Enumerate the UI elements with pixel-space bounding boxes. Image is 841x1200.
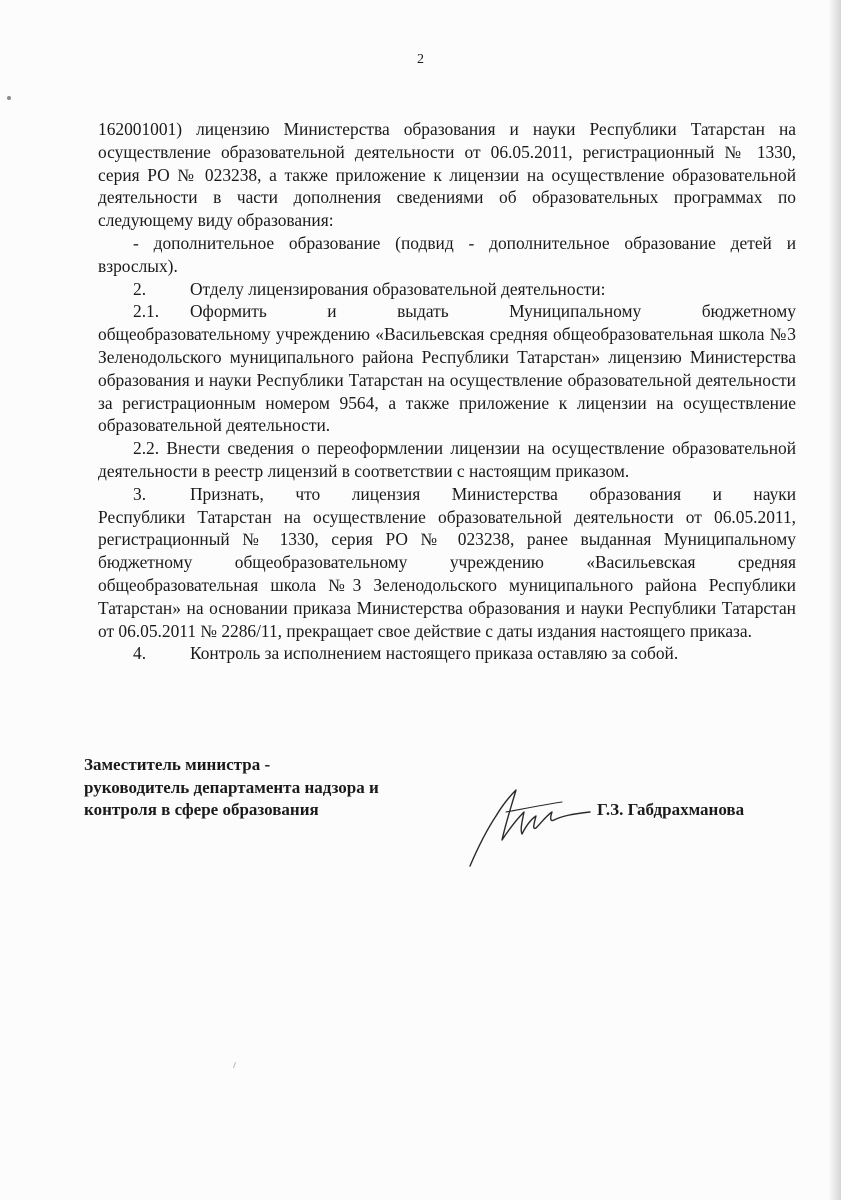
item-number: 4. — [133, 643, 147, 664]
signer-name: Г.З. Габдрахманова — [597, 800, 745, 819]
scan-speck — [7, 96, 11, 100]
page-number: 2 — [417, 52, 424, 67]
document-body — [98, 118, 796, 665]
scan-speck — [233, 1062, 236, 1068]
paragraph-education-subtype: - дополнительное образование (подвид - дополнительное образование детей и взрослых). — [98, 232, 796, 276]
item-text: Признать, что лицензия Министерства образования и науки — [190, 483, 796, 504]
position-line: контроля в сфере образования — [84, 800, 319, 819]
paragraph-3-continuation: Республики Татарстан на осуществление образовательной деятельности от 06.05.2011, регистрационный № 1330, серия РО № 023238, ранее выданная Муниципальному бюджетному общеобразовательному учреждению «Васильевская средняя общеобразовательная школа №3 Зеленодольского муниципального района Республики Татарстан» на основании приказа Министерства образования и науки Республики Татарстан от 06.05.2011 № 2286/11, прекращает свое действие с даты издания настоящего приказа. — [98, 506, 796, 641]
item-text: Оформить и выдать Муниципальному бюджетному — [190, 301, 796, 322]
list-item-3 — [98, 483, 796, 506]
position-line: руководитель департамента надзора и — [84, 777, 379, 797]
item-number: 3. — [133, 483, 147, 504]
paragraph-license-continuation: 162001001) лицензию Министерства образования и науки Республики Татарстан на осуществление образовательной деятельности от 06.05.2011, регистрационный № 1330, серия РО № 023238, а также приложение к лицензии на осуществление образовательной деятельности в части дополнения сведениями об образовательных программах по следующему виду образования: — [98, 119, 796, 231]
scan-edge-shadow — [829, 0, 841, 1200]
list-item-2 — [98, 278, 796, 301]
item-text: Контроль за исполнением настоящего приказа оставляю за собой. — [190, 643, 679, 664]
position-line: Заместитель министра - — [84, 755, 271, 774]
paragraph-2-1-continuation: общеобразовательному учреждению «Васильевская средняя общеобразовательная школа №3 Зеленодольского муниципального района Республики Татарстан» лицензию Министерства образования и науки Республики Татарстан на осуществление образовательной деятельности за регистрационным номером 9564, а также приложение к лицензии на осуществление образовательной деятельности. — [98, 324, 796, 436]
signatory-position — [84, 754, 464, 822]
paragraph-2-2: 2.2. Внести сведения о переоформлении лицензии на осуществление образовательной деятельности в реестр лицензий в соответствии с настоящим приказом. — [98, 438, 796, 481]
list-item-4 — [98, 642, 796, 665]
item-number: 2. — [133, 278, 147, 299]
item-number: 2.1. — [133, 301, 160, 322]
handwritten-signature — [466, 782, 594, 870]
list-item-2-1 — [98, 300, 796, 323]
item-text: Отделу лицензирования образовательной деятельности: — [190, 278, 606, 299]
